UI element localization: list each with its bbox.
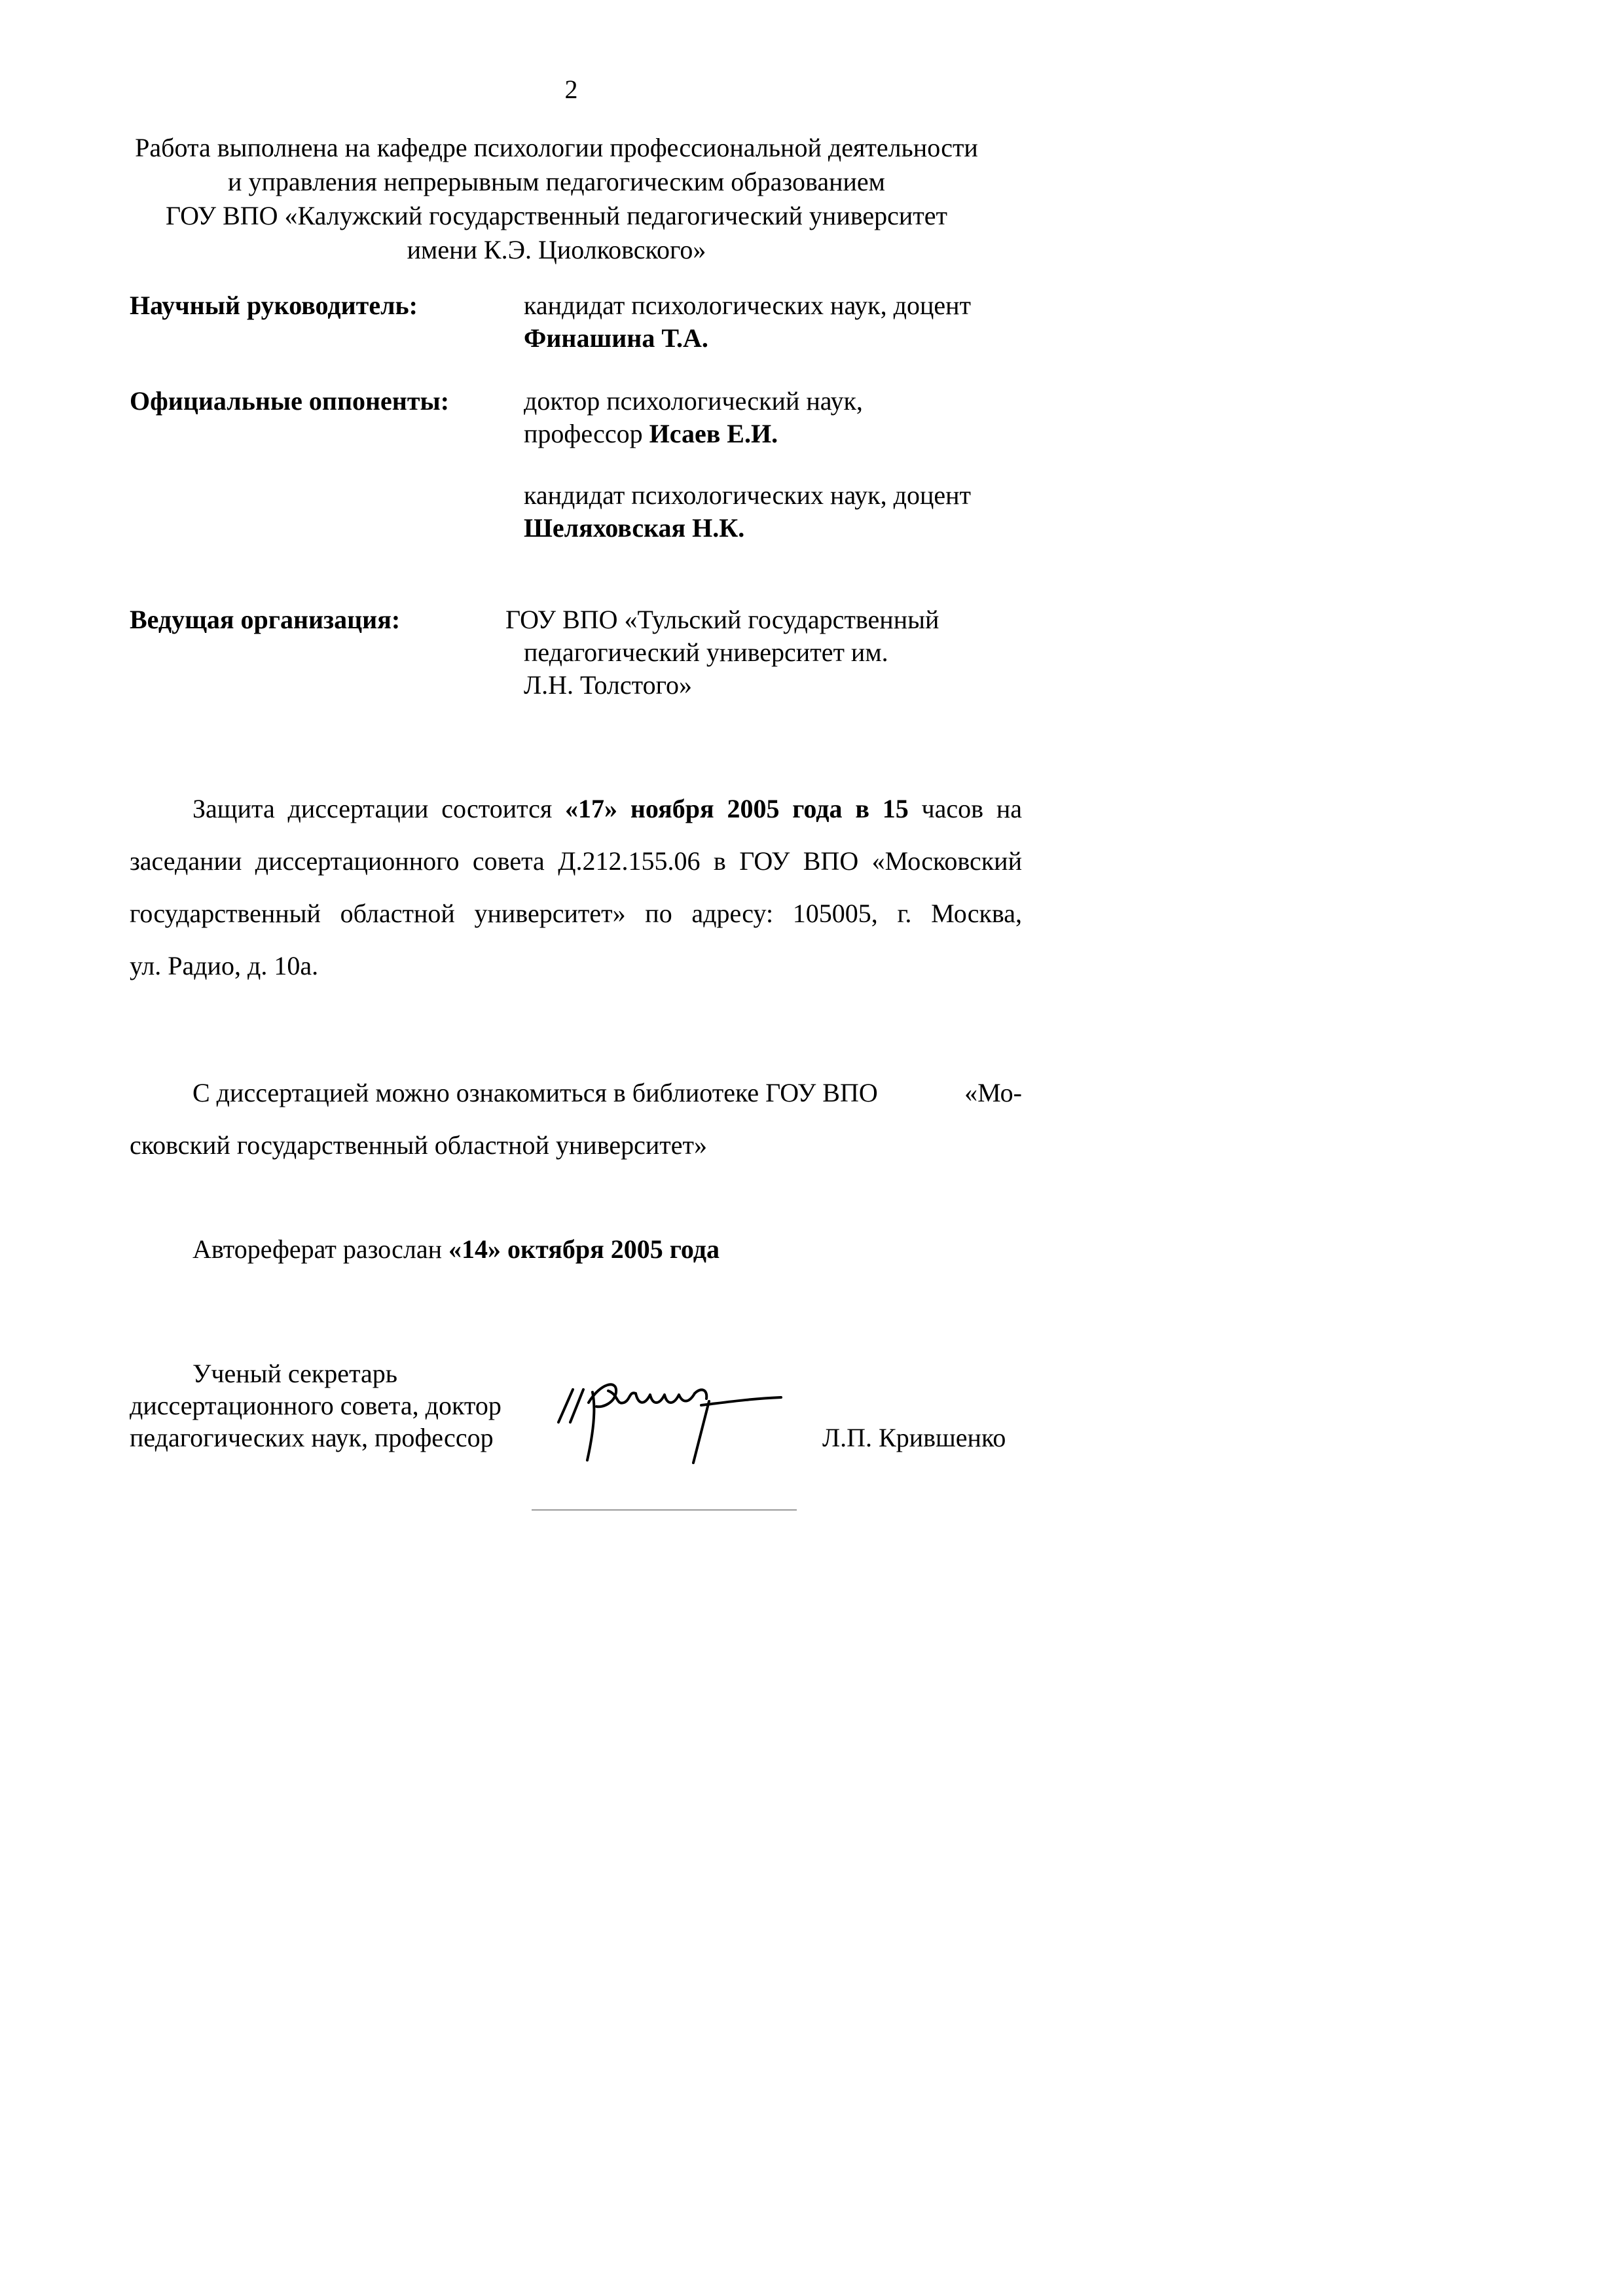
signature-stroke bbox=[695, 1390, 706, 1399]
secretary-title-line2: диссертационного совета, доктор bbox=[130, 1391, 501, 1420]
opponents-label: Официальные оппоненты: bbox=[130, 386, 450, 416]
opponent-1-title-line2 bbox=[524, 418, 863, 450]
opponent-2-title: кандидат психологических наук, доцент bbox=[524, 480, 972, 510]
leading-org-info bbox=[505, 603, 939, 702]
defense-date: «17» ноября 2005 года в 15 bbox=[565, 794, 909, 823]
library-paragraph bbox=[130, 1067, 1022, 1172]
secretary-name: Л.П. Крившенко bbox=[822, 1423, 1006, 1452]
signature-stroke bbox=[636, 1393, 695, 1403]
library-text-hyphen: «Мо- bbox=[964, 1078, 1022, 1107]
library-line bbox=[130, 1067, 1022, 1119]
supervisor-info bbox=[524, 289, 971, 355]
supervisor-title: кандидат психологических наук, доцент bbox=[524, 291, 972, 320]
opponent-1-rank: профессор bbox=[524, 419, 649, 448]
institution-header bbox=[98, 131, 1015, 267]
leading-org-line: Л.Н. Толстого» bbox=[524, 670, 692, 700]
secretary-title-line1: Ученый секретарь bbox=[192, 1359, 398, 1388]
secretary-title-line3: педагогических наук, профессор bbox=[130, 1423, 494, 1452]
opponent-1-info bbox=[524, 385, 863, 450]
defense-line bbox=[130, 783, 1022, 835]
header-line: Работа выполнена на кафедре психологии профессиональной деятельности bbox=[135, 133, 978, 162]
signature-stroke bbox=[701, 1397, 781, 1405]
leading-org-line: ГОУ ВПО «Тульский государственный bbox=[505, 605, 939, 634]
leading-org-label: Ведущая организация: bbox=[130, 605, 401, 634]
page-number: 2 bbox=[564, 75, 578, 104]
supervisor-label: Научный руководитель: bbox=[130, 291, 418, 320]
supervisor-name: Финашина Т.А. bbox=[524, 323, 708, 353]
abstract-sent-line bbox=[192, 1233, 720, 1266]
defense-paragraph bbox=[130, 783, 1022, 992]
defense-line: ул. Радио, д. 10а. bbox=[130, 951, 319, 980]
defense-line: заседании диссертационного совета Д.212.155.06 в ГОУ ВПО «Московский bbox=[130, 846, 1022, 876]
sent-text: Автореферат разослан bbox=[192, 1234, 449, 1264]
defense-text: часов на bbox=[908, 794, 1022, 823]
opponent-2-info bbox=[524, 479, 971, 545]
signature-image bbox=[553, 1365, 789, 1469]
opponent-2-name: Шеляховская Н.К. bbox=[524, 513, 745, 543]
defense-line: государственный областной университет» по адресу: 105005, г. Москва, bbox=[130, 899, 1022, 928]
signature-stroke bbox=[693, 1401, 709, 1463]
header-line: ГОУ ВПО «Калужский государственный педагогический университет bbox=[165, 201, 948, 230]
header-line: имени К.Э. Циолковского» bbox=[407, 235, 706, 264]
library-text: С диссертацией можно ознакомиться в библиотеке ГОУ ВПО bbox=[192, 1078, 878, 1107]
signature-stroke bbox=[558, 1390, 573, 1422]
signature-stroke bbox=[570, 1390, 583, 1422]
opponent-1-name: Исаев Е.И. bbox=[649, 419, 778, 448]
library-line: сковский государственный областной университет» bbox=[130, 1130, 707, 1160]
bottom-divider bbox=[532, 1509, 797, 1511]
leading-org-line: педагогический университет им. bbox=[524, 637, 888, 667]
header-line: и управления непрерывным педагогическим образованием bbox=[228, 167, 885, 196]
opponent-1-title: доктор психологический наук, bbox=[524, 386, 863, 416]
defense-text: Защита диссертации состоится bbox=[192, 794, 566, 823]
sent-date: «14» октября 2005 года bbox=[448, 1234, 720, 1264]
